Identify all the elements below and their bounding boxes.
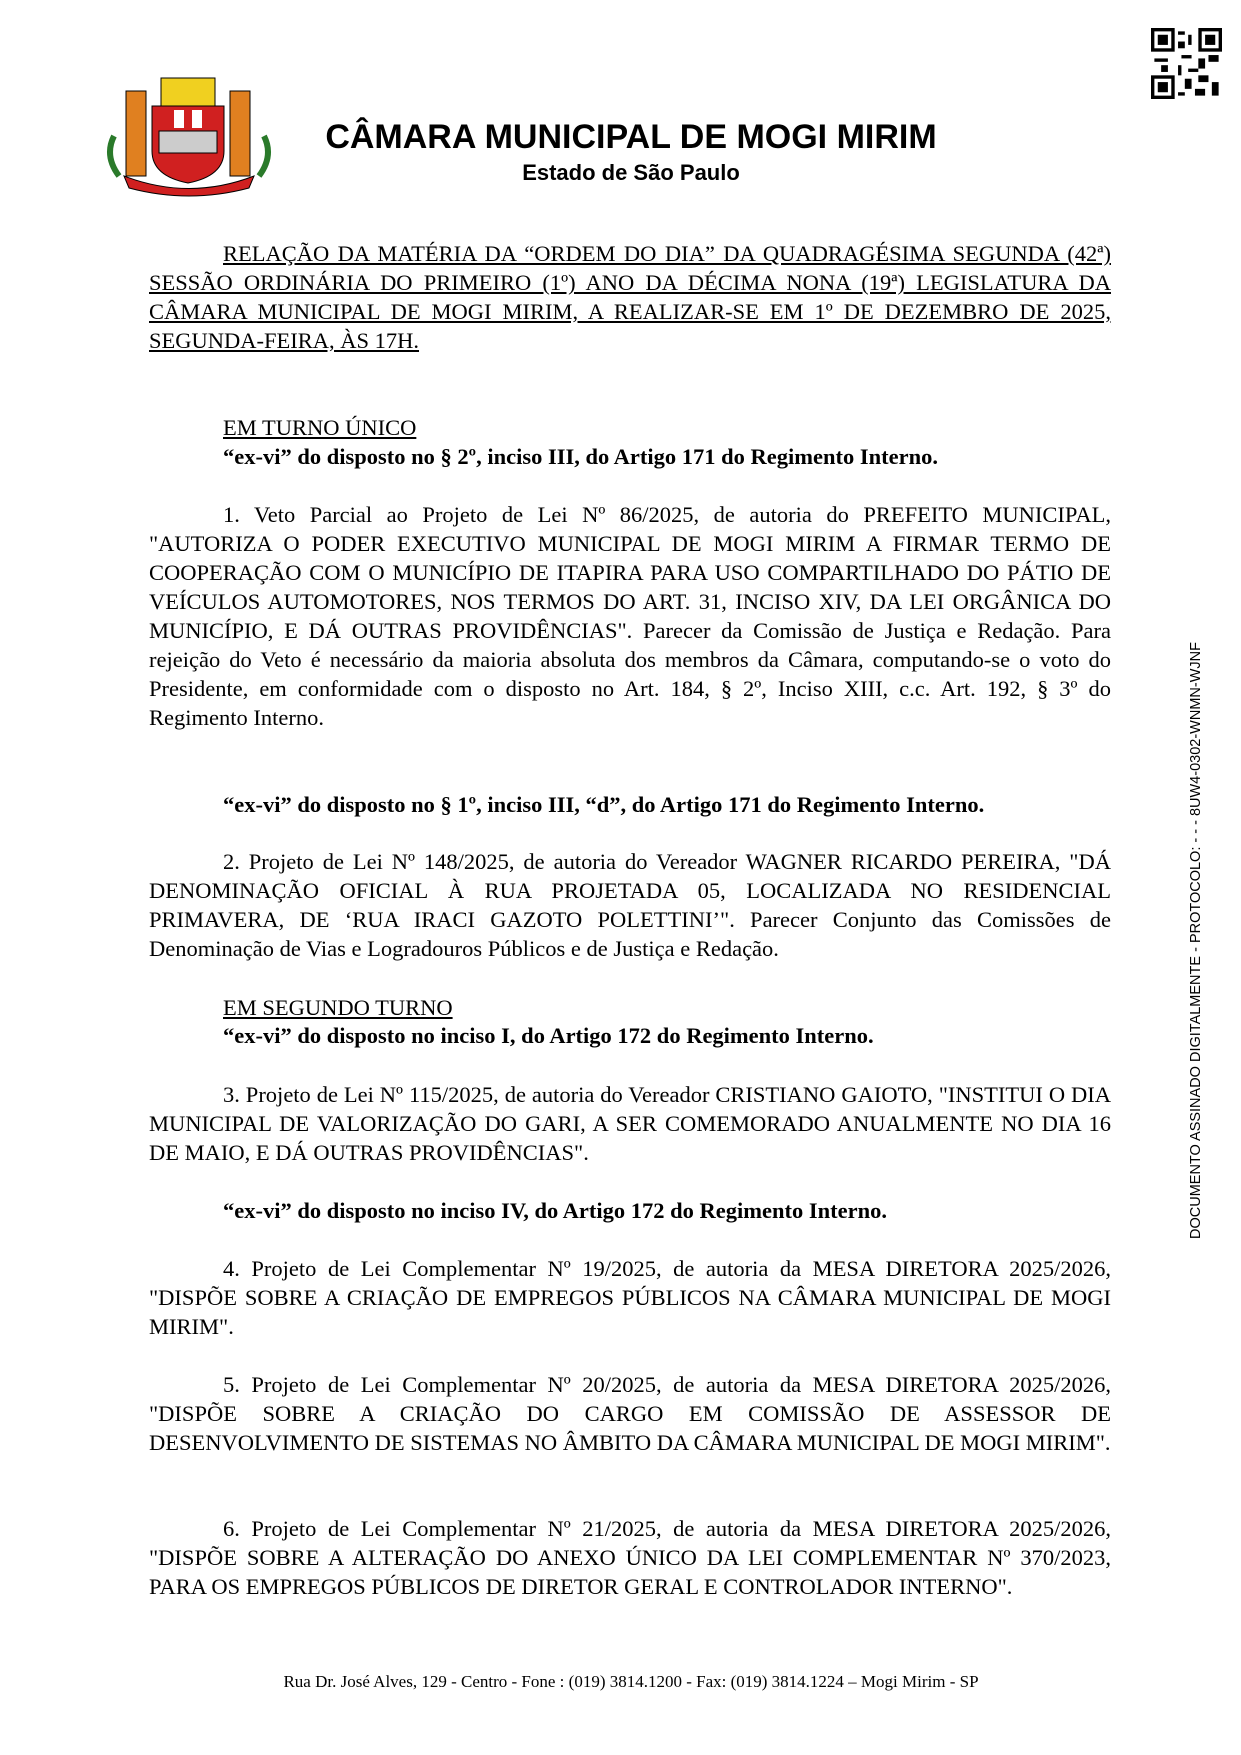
section-em-segundo-turno: EM SEGUNDO TURNO <box>223 995 453 1020</box>
agenda-item-5: 5. Projeto de Lei Complementar Nº 20/2025, de autoria da MESA DIRETORA 2025/2026, "DISPÕE SOBRE A CRIAÇÃO DO CARGO EM COMISSÃO DE ASSESSOR DE DESENVOLVIMENTO DE SISTEMAS NO ÂMBITO DA CÂMARA MUNICIPAL DE MOGI MIRIM". <box>149 1372 1111 1455</box>
legal-basis-4: “ex-vi” do disposto no inciso IV, do Artigo 172 do Regimento Interno. <box>223 1198 888 1223</box>
legal-basis-1: “ex-vi” do disposto no § 2º, inciso III, do Artigo 171 do Regimento Interno. <box>223 444 938 469</box>
agenda-item-1: 1. Veto Parcial ao Projeto de Lei Nº 86/2025, de autoria do PREFEITO MUNICIPAL, "AUTORIZA O PODER EXECUTIVO MUNICIPAL DE MOGI MIRIM A FIRMAR TERMO DE COOPERAÇÃO COM O MUNICÍPIO DE ITAPIRA PARA USO COMPARTILHADO DO PÁTIO DE VEÍCULOS AUTOMOTORES, NOS TERMOS DO ART. 31, INCISO XIV, DA LEI ORGÂNICA DO MUNICÍPIO, E DÁ OUTRAS PROVIDÊNCIAS". Parecer da Comissão de Justiça e Redação. Para rejeição do Veto é necessário da maioria absoluta dos membros da Câmara, computando-se o voto do Presidente, em conformidade com o disposto no Art. 184, § 2º, Inciso XIII, c.c. Art. 192, § 3º do Regimento Interno. <box>149 502 1111 730</box>
legal-basis-2: “ex-vi” do disposto no § 1º, inciso III, “d”, do Artigo 171 do Regimento Interno. <box>223 792 985 817</box>
digital-signature-stamp: DOCUMENTO ASSINADO DIGITALMENTE - PROTOCOLO: - - - 8UW4-0302-WNMN-WJNF <box>1188 642 1204 1239</box>
agenda-item-4: 4. Projeto de Lei Complementar Nº 19/2025, de autoria da MESA DIRETORA 2025/2026, "DISPÕE SOBRE A CRIAÇÃO DE EMPREGOS PÚBLICOS NA CÂMARA MUNICIPAL DE MOGI MIRIM". <box>149 1256 1111 1339</box>
agenda-item-3: 3. Projeto de Lei Nº 115/2025, de autoria do Vereador CRISTIANO GAIOTO, "INSTITUI O DIA MUNICIPAL DE VALORIZAÇÃO DO GARI, A SER COMEMORADO ANUALMENTE NO DIA 16 DE MAIO, E DÁ OUTRAS PROVIDÊNCIAS". <box>149 1082 1111 1165</box>
intro-heading: RELAÇÃO DA MATÉRIA DA “ORDEM DO DIA” DA QUADRAGÉSIMA SEGUNDA (42ª) SESSÃO ORDINÁRIA DO PRIMEIRO (1º) ANO DA DÉCIMA NONA (19ª) LEGISLATURA DA CÂMARA MUNICIPAL DE MOGI MIRIM, A REALIZAR-SE EM 1º DE DEZEMBRO DE 2025, SEGUNDA-FEIRA, ÀS 17H. <box>149 241 1111 353</box>
footer-address: Rua Dr. José Alves, 129 - Centro - Fone : (019) 3814.1200 - Fax: (019) 3814.1224 – Mogi Mirim - SP <box>283 1672 979 1691</box>
legal-basis-3: “ex-vi” do disposto no inciso I, do Artigo 172 do Regimento Interno. <box>223 1023 874 1048</box>
page-title: CÂMARA MUNICIPAL DE MOGI MIRIM <box>325 118 937 156</box>
page-subtitle: Estado de São Paulo <box>522 160 740 185</box>
section-em-turno-unico: EM TURNO ÚNICO <box>223 415 417 440</box>
qr-code <box>1151 28 1222 99</box>
agenda-item-6: 6. Projeto de Lei Complementar Nº 21/2025, de autoria da MESA DIRETORA 2025/2026, "DISPÕE SOBRE A ALTERAÇÃO DO ANEXO ÚNICO DA LEI COMPLEMENTAR Nº 370/2023, PARA OS EMPREGOS PÚBLICOS DE DIRETOR GERAL E CONTROLADOR INTERNO". <box>149 1516 1111 1599</box>
agenda-item-2: 2. Projeto de Lei Nº 148/2025, de autoria do Vereador WAGNER RICARDO PEREIRA, "DÁ DENOMINAÇÃO OFICIAL À RUA PROJETADA 05, LOCALIZADA NO RESIDENCIAL PRIMAVERA, DE ‘RUA IRACI GAZOTO POLETTINI’". Parecer Conjunto das Comissões de Denominação de Vias e Logradouros Públicos e de Justiça e Redação. <box>149 849 1111 961</box>
